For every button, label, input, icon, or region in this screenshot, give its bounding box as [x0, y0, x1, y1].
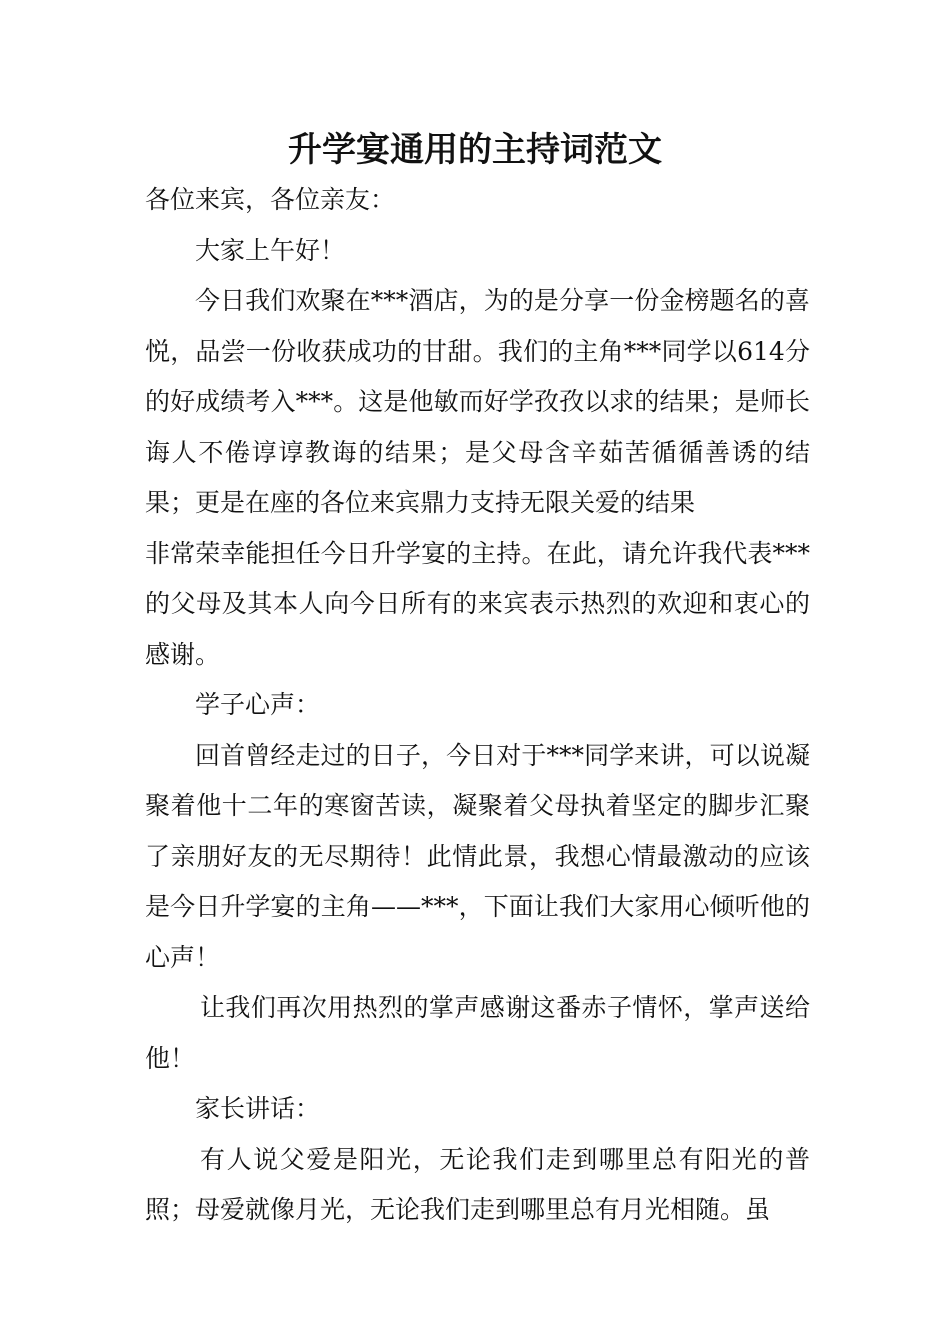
opening-paragraph: 今日我们欢聚在***酒店，为的是分享一份金榜题名的喜悦，品尝一份收获成功的甘甜。我们的主角***同学以614分的好成绩考入***。这是他敏而好学孜孜以求的结果；是师长诲人不倦谆谆教诲的结果；是父母含辛茹苦循循善诱的结果；更是在座的各位来宾鼎力支持无限关爱的结果: [145, 286, 810, 517]
document-body: [145, 175, 810, 1236]
salutation-paragraph: 大家上午好！: [195, 235, 346, 265]
greeting-paragraph: 各位来宾，各位亲友：: [145, 185, 396, 214]
section-heading-parent: 家长讲话：: [195, 1094, 321, 1123]
parent-section-paragraph: 有人说父爱是阳光，无论我们走到哪里总有阳光的普照；母爱就像月光，无论我们走到哪里总有月光相随。虽: [145, 1144, 810, 1224]
section-heading-student: 学子心声：: [195, 690, 321, 719]
applause-paragraph: 让我们再次用热烈的掌声感谢这番赤子情怀，掌声送给他！: [145, 993, 810, 1073]
document-title: 升学宴通用的主持词范文: [288, 130, 662, 170]
student-section-paragraph: 回首曾经走过的日子，今日对于***同学来讲，可以说凝聚着他十二年的寒窗苦读，凝聚着父母执着坚定的脚步汇聚了亲朋好友的无尽期待！此情此景，我想心情最激动的应该是今日升学宴的主角——***，下面让我们大家用心倾听他的心声！: [145, 740, 810, 972]
host-introduction-paragraph: 非常荣幸能担任今日升学宴的主持。在此，请允许我代表***的父母及其本人向今日所有的来宾表示热烈的欢迎和衷心的感谢。: [145, 538, 810, 669]
